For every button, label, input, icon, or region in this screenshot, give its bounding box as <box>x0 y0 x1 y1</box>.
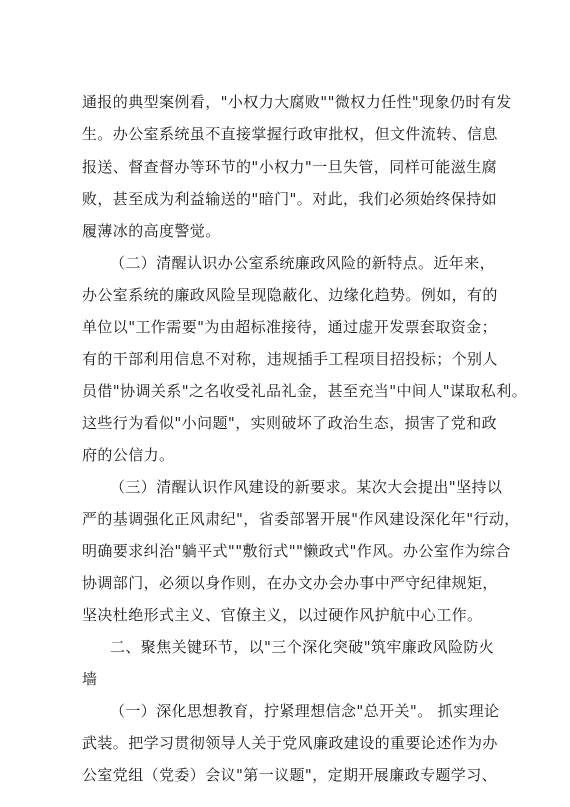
body-line: 严的基调强化正风肃纪"，省委部署开展"作风建设深化年"行动， <box>82 510 520 528</box>
body-line: 协调部门，必须以身作则，在办文办会办事中严守纪律规矩， <box>82 574 498 592</box>
body-line: 通报的典型案例看，"小权力大腐败""微权力任性"现象仍时有发 <box>82 93 512 111</box>
body-line: 员借"协调关系"之名收受礼品礼金，甚至充当"中间人"谋取私利。 <box>82 382 528 400</box>
section-heading-line: 墙 <box>82 670 98 688</box>
body-line: 办公室系统的廉政风险呈现隐蔽化、边缘化趋势。例如，有的 <box>82 286 498 304</box>
body-line: 坚决杜绝形式主义、官僚主义，以过硬作风护航中心工作。 <box>82 606 483 624</box>
section-heading-line: 二、聚焦关键环节，以"三个深化突破"筑牢廉政风险防火 <box>110 638 495 656</box>
subheading-3-line: （三）清醒认识作风建设的新要求。某次大会提出"坚持以 <box>110 478 503 496</box>
body-line: 履薄冰的高度警觉。 <box>82 222 221 240</box>
body-line: 单位以"工作需要"为由超标准接待，通过虚开发票套取资金； <box>82 318 498 336</box>
body-line: 报送、督查督办等环节的"小权力"一旦失管，同样可能滋生腐 <box>82 158 498 176</box>
body-line: 府的公信力。 <box>82 446 175 464</box>
body-line: 公室党组（党委）会议"第一议题"，定期开展廉政专题学习、 <box>82 766 498 784</box>
body-line: 这些行为看似"小问题"，实则破坏了政治生态，损害了党和政 <box>82 414 498 432</box>
subheading-1-line: （一）深化思想教育，拧紧理想信念"总开关"。 抓实理论 <box>110 702 500 720</box>
subheading-2-line: （二）清醒认识办公室系统廉政风险的新特点。近年来， <box>110 254 496 272</box>
body-line: 有的干部利用信息不对称，违规插手工程项目招投标；个别人 <box>82 350 498 368</box>
body-line: 败，甚至成为利益输送的"暗门"。对此，我们必须始终保持如 <box>82 190 498 208</box>
body-line: 生。办公室系统虽不直接掌握行政审批权，但文件流转、信息 <box>82 125 498 143</box>
body-line: 武装。把学习贯彻领导人关于党风廉政建设的重要论述作为办 <box>82 734 498 752</box>
body-line: 明确要求纠治"躺平式""敷衍式""懒政式"作风。办公室作为综合 <box>82 542 511 560</box>
